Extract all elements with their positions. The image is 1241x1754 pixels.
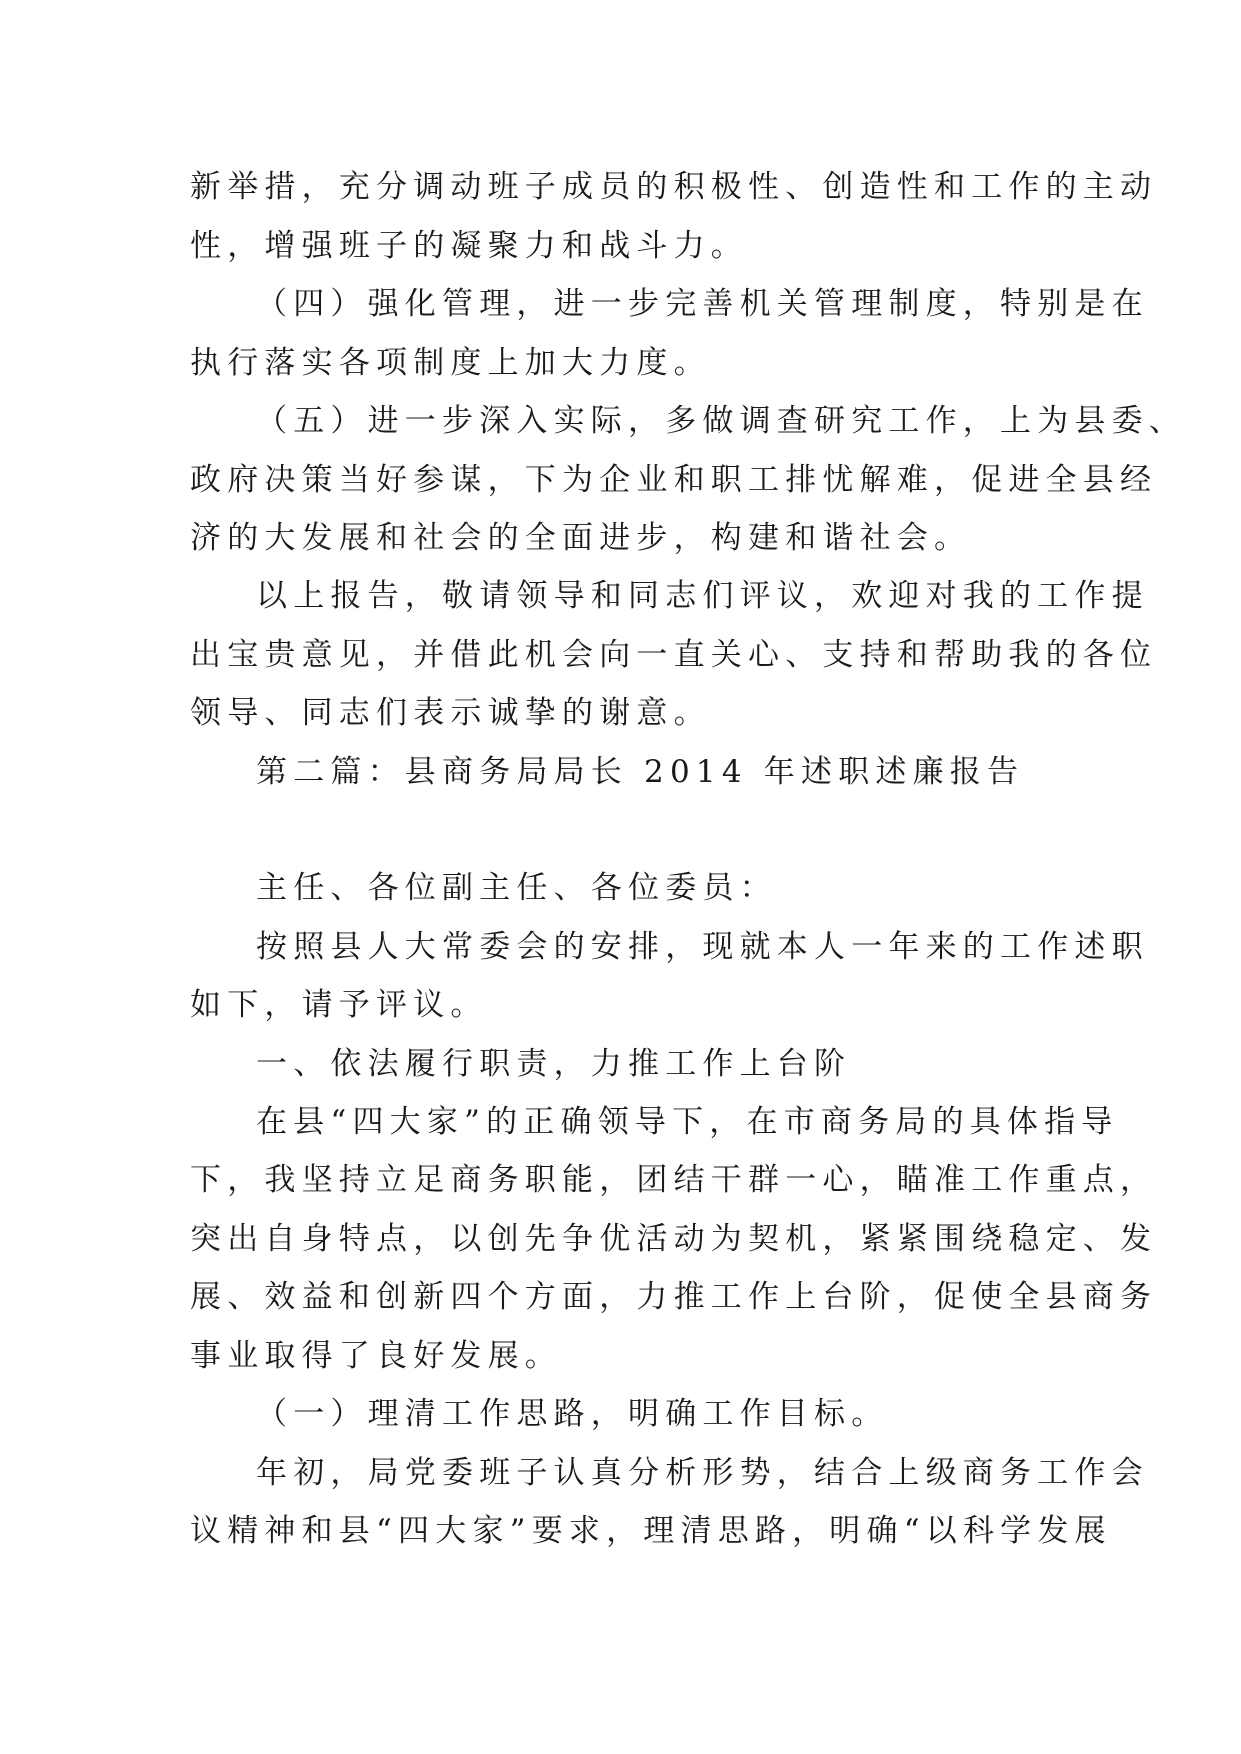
paragraph-line: 在县“四大家”的正确领导下，在市商务局的具体指导 <box>256 1104 1119 1140</box>
paragraph-line: 以上报告，敬请领导和同志们评议，欢迎对我的工作提 <box>256 578 1149 614</box>
article-title: 第二篇：县商务局局长 2014 年述职述廉报告 <box>256 754 1025 790</box>
paragraph-line: 政府决策当好参谋，下为企业和职工排忧解难，促进全县经 <box>190 462 1158 498</box>
section-heading: 一、依法履行职责，力推工作上台阶 <box>256 1046 852 1082</box>
paragraph-line: 事业取得了良好发展。 <box>190 1338 562 1374</box>
paragraph-line: 出宝贵意见，并借此机会向一直关心、支持和帮助我的各位 <box>190 637 1158 673</box>
paragraph-line: 执行落实各项制度上加大力度。 <box>190 345 711 381</box>
section-heading: （四）强化管理，进一步完善机关管理制度，特别是在 <box>256 286 1149 322</box>
paragraph-line: 性，增强班子的凝聚力和战斗力。 <box>190 228 748 264</box>
section-heading: （五）进一步深入实际，多做调查研究工作，上为县委、 <box>256 403 1186 439</box>
paragraph-line: 突出自身特点，以创先争优活动为契机，紧紧围绕稳定、发 <box>190 1221 1158 1257</box>
paragraph-line: 议精神和县“四大家”要求，理清思路，明确“以科学发展 <box>190 1513 1112 1549</box>
section-heading: （一）理清工作思路，明确工作目标。 <box>256 1396 889 1432</box>
paragraph-line: 按照县人大常委会的安排，现就本人一年来的工作述职 <box>256 929 1149 965</box>
paragraph-line: 年初，局党委班子认真分析形势，结合上级商务工作会 <box>256 1455 1149 1491</box>
paragraph-line: 新举措，充分调动班子成员的积极性、创造性和工作的主动 <box>190 169 1158 205</box>
paragraph-line: 下，我坚持立足商务职能，团结干群一心，瞄准工作重点， <box>190 1162 1158 1198</box>
paragraph-line: 领导、同志们表示诚挚的谢意。 <box>190 695 711 731</box>
paragraph-line: 济的大发展和社会的全面进步，构建和谐社会。 <box>190 520 972 556</box>
paragraph-line: 如下，请予评议。 <box>190 987 488 1023</box>
paragraph-line: 展、效益和创新四个方面，力推工作上台阶，促使全县商务 <box>190 1279 1158 1315</box>
salutation: 主任、各位副主任、各位委员： <box>256 870 777 906</box>
